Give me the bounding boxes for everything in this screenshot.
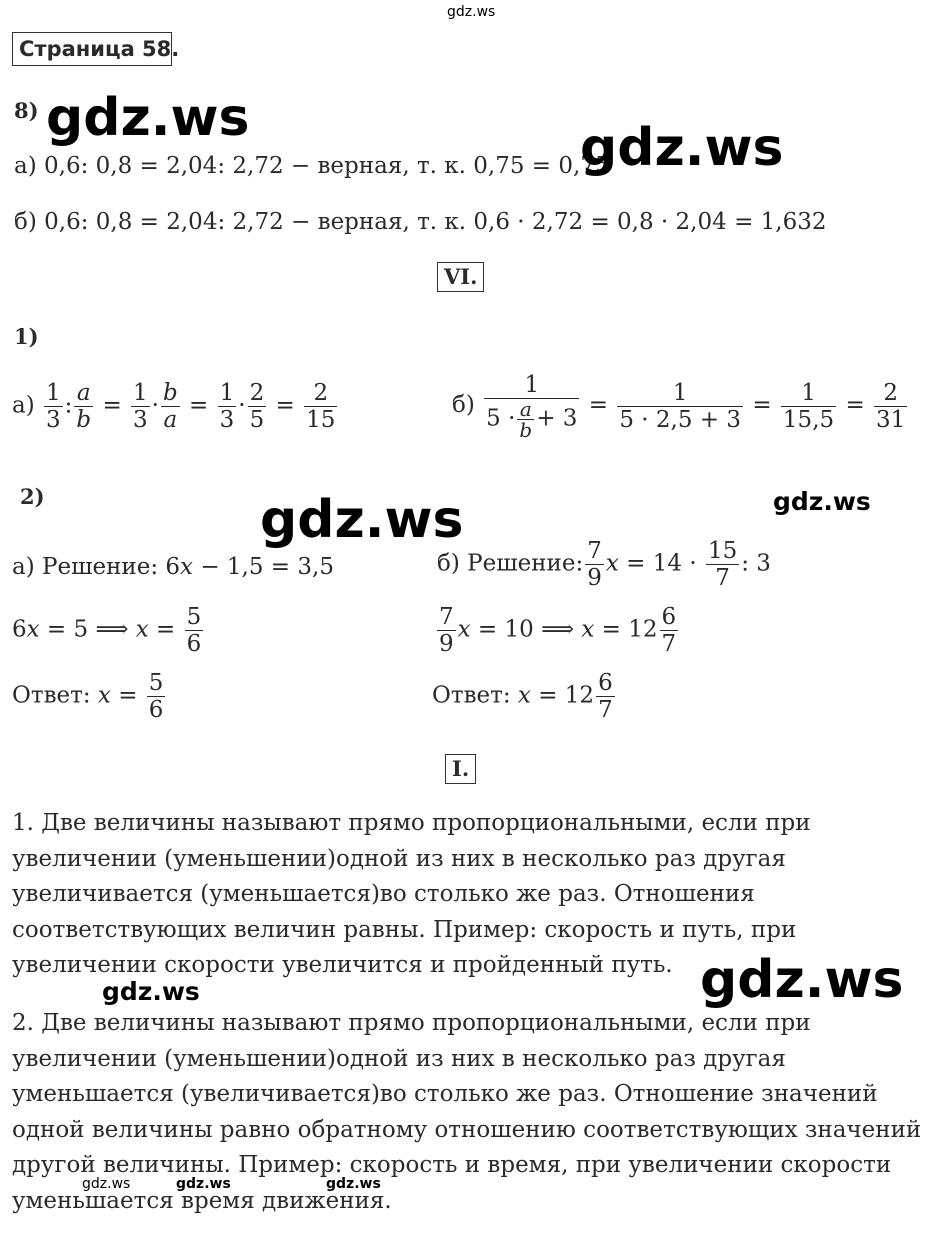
task-2a-line-2: 6𝑥 = 5 ⟹ 𝑥 = $\frac{5}{6}$ bbox=[12, 604, 202, 657]
watermark-tiny-1: gdz.ws bbox=[82, 1176, 131, 1192]
paragraph-2-line: 2. Две величины называют прямо пропорциональными, если при bbox=[12, 1010, 811, 1036]
watermark-tiny-2: gdz.ws bbox=[176, 1176, 231, 1192]
task-2-number: 2) bbox=[20, 484, 45, 509]
paragraph-2 bbox=[12, 1006, 921, 1220]
paragraph-2-line: уменьшается (увеличивается)во столько же раз. Отношение значений bbox=[12, 1081, 878, 1108]
section-1-label: I. bbox=[445, 754, 476, 784]
paragraph-2-line: одной величины равно обратному отношению соответствующих значений bbox=[12, 1116, 922, 1143]
paragraph-1 bbox=[12, 806, 811, 984]
paragraph-1-line: увеличении (уменьшении)одной из них в несколько раз другая bbox=[12, 845, 786, 872]
paragraph-2-line: другой величины. Пример: скорость и время, при увеличении скорости bbox=[12, 1152, 892, 1179]
task-2b-line-1: б) Решение: $\frac{7}{9}$ 𝑥 = 14 · $\frac{15}{7}$ : 3 bbox=[437, 538, 771, 591]
task-8-line-b: б) 0,6: 0,8 = 2,04: 2,72 − верная, т. к. 0,6 · 2,72 = 0,8 · 2,04 = 1,632 bbox=[14, 209, 827, 235]
task-2a-answer: Ответ: 𝑥 = $\frac{5}{6}$ bbox=[12, 670, 164, 723]
paragraph-2-line: увеличении (уменьшении)одной из них в несколько раз другая bbox=[12, 1045, 786, 1072]
watermark-small-1: gdz.ws bbox=[773, 487, 871, 516]
watermark-top: gdz.ws bbox=[447, 4, 496, 20]
task-2b-answer: Ответ: 𝑥 = 12 $\frac{6}{7}$ bbox=[432, 670, 613, 723]
section-6-label: VI. bbox=[437, 262, 484, 292]
watermark-small-2: gdz.ws bbox=[102, 977, 200, 1006]
watermark-big-4: gdz.ws bbox=[700, 950, 904, 1010]
task-8-number: 8) bbox=[14, 98, 39, 123]
task-1-number: 1) bbox=[14, 324, 39, 349]
watermark-big-3: gdz.ws bbox=[260, 490, 464, 550]
task-1a-expression: а) $\frac{1}{3}$ : $\frac{a}{b}$ = $\frac{1}{3}$ · $\frac{b}{a}$ = $\frac{1}{3}$ · $\frac{2}{5}$ = $\frac{2}{15}$ bbox=[12, 380, 336, 433]
page-label: Страница 58. bbox=[12, 32, 172, 66]
task-1b-expression: б) 1 5 · $\frac{a}{b}$ + 3 = $\frac{1}{5 \cdot 2,5 + 3}$ = $\frac{1}{15,5}$ = $\frac{2}{31}$ bbox=[452, 372, 906, 442]
task-2b-line-2: $\frac{7}{9}$ 𝑥 = 10 ⟹ 𝑥 = 12 $\frac{6}{7}$ bbox=[439, 604, 677, 657]
watermark-big-2: gdz.ws bbox=[580, 118, 784, 178]
task-2a-line-1: а) Решение: 6𝑥 − 1,5 = 3,5 bbox=[12, 554, 334, 580]
paragraph-1-line: увеличении скорости увеличится и пройденный путь. bbox=[12, 952, 673, 979]
paragraph-1-line: увеличивается (уменьшается)во столько же раз. Отношения bbox=[12, 881, 755, 908]
watermark-tiny-3: gdz.ws bbox=[326, 1176, 381, 1192]
paragraph-1-line: соответствующих величин равны. Пример: скорость и путь, при bbox=[12, 916, 797, 943]
paragraph-2-line: уменьшается время движения. bbox=[12, 1187, 392, 1214]
task-8-line-a: а) 0,6: 0,8 = 2,04: 2,72 − верная, т. к. 0,75 = 0,75 bbox=[14, 153, 610, 179]
paragraph-1-line: 1. Две величины называют прямо пропорциональными, если при bbox=[12, 810, 811, 836]
watermark-big-1: gdz.ws bbox=[46, 88, 250, 148]
